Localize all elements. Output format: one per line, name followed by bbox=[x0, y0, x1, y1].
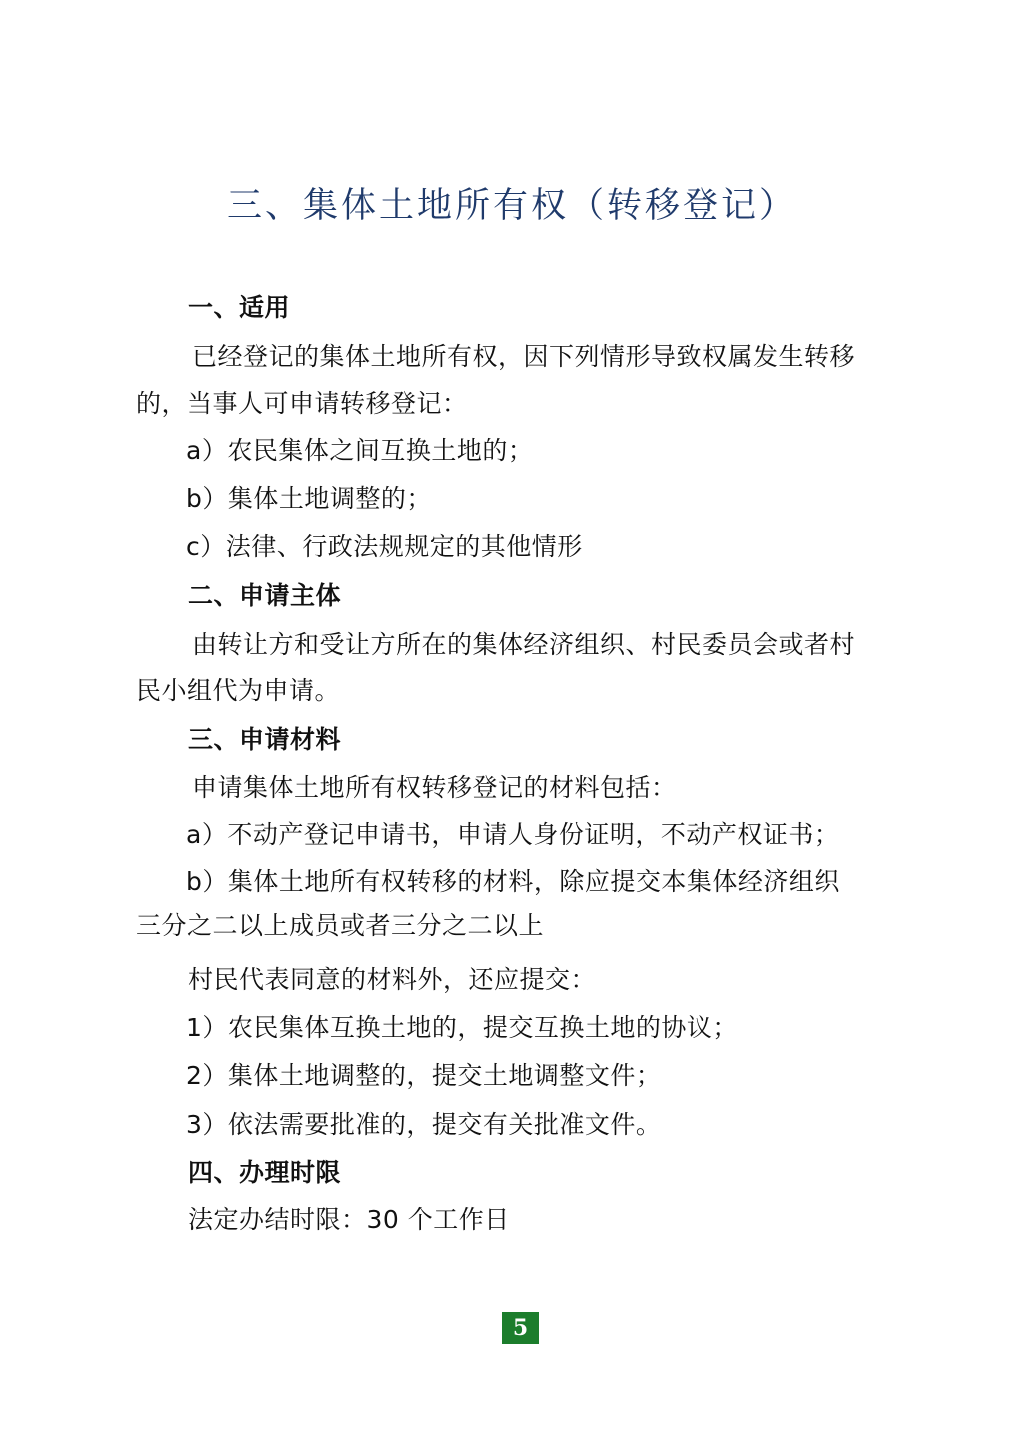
list-item: b）集体土地所有权转移的材料，除应提交本集体经济组织 bbox=[186, 867, 840, 896]
list-item: a）不动产登记申请书，申请人身份证明，不动产权证书； bbox=[186, 820, 840, 849]
paragraph-line: 三分之二以上成员或者三分之二以上 bbox=[136, 911, 545, 940]
paragraph-line: 由转让方和受让方所在的集体经济组织、村民委员会或者村 bbox=[192, 630, 856, 659]
section-heading-time-limit: 四、办理时限 bbox=[188, 1158, 342, 1187]
list-item: 1）农民集体互换土地的，提交互换土地的协议； bbox=[186, 1013, 738, 1042]
list-item: c）法律、行政法规规定的其他情形 bbox=[186, 532, 583, 561]
section-heading-applicability: 一、适用 bbox=[188, 293, 291, 322]
paragraph-line: 民小组代为申请。 bbox=[136, 676, 341, 705]
list-item: 2）集体土地调整的，提交土地调整文件； bbox=[186, 1061, 662, 1090]
paragraph-line: 的，当事人可申请转移登记： bbox=[136, 389, 468, 418]
paragraph-line: 法定办结时限：30 个工作日 bbox=[188, 1205, 510, 1234]
paragraph-line: 村民代表同意的材料外，还应提交： bbox=[188, 965, 597, 994]
list-item: 3）依法需要批准的，提交有关批准文件。 bbox=[186, 1110, 662, 1139]
paragraph-line: 申请集体土地所有权转移登记的材料包括： bbox=[192, 773, 677, 802]
list-item: a）农民集体之间互换土地的； bbox=[186, 436, 534, 465]
paragraph-line: 已经登记的集体土地所有权，因下列情形导致权属发生转移 bbox=[192, 342, 856, 371]
section-heading-materials: 三、申请材料 bbox=[188, 725, 342, 754]
list-item: b）集体土地调整的； bbox=[186, 484, 432, 513]
page-number-badge: 5 bbox=[502, 1312, 539, 1344]
section-heading-applicant: 二、申请主体 bbox=[188, 581, 342, 610]
page-title: 三、集体土地所有权（转移登记） bbox=[226, 186, 797, 226]
